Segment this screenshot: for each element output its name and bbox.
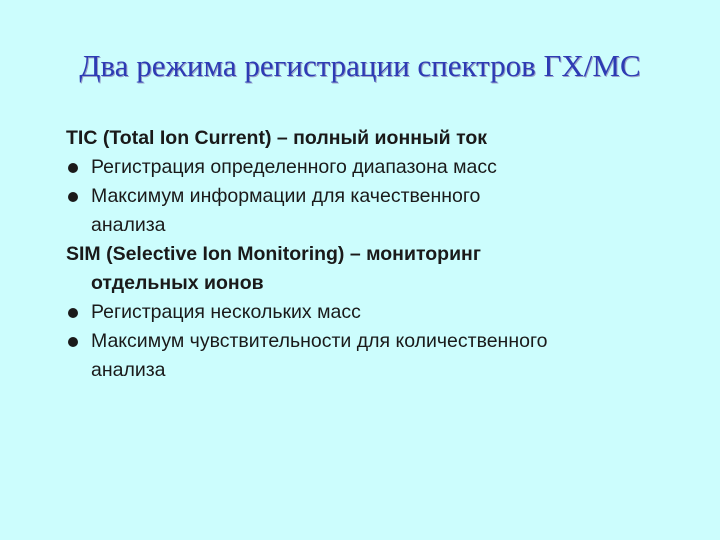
bullet-item [66,153,666,182]
bullet-text-continued: анализа [91,214,166,236]
bullet-dot-icon [68,163,78,173]
bullet-item [66,327,666,385]
bullet-item [66,182,666,240]
bullet-item [66,298,666,327]
slide-title: Два режима регистрации спектров ГХ/МС [79,48,641,83]
bullet-text: Регистрация определенного диапазона масс [91,156,497,178]
bullet-text: Максимум информации для качественного [91,185,481,207]
section-heading-tic [66,124,666,153]
section-heading-continued: отдельных ионов [91,272,264,294]
section-heading-sim [66,240,666,298]
section-heading-text: SIM (Selective Ion Monitoring) – мониторинг [66,243,481,265]
section-heading-text: TIC (Total Ion Current) – полный ионный ток [66,127,488,149]
bullet-dot-icon [68,192,78,202]
bullet-dot-icon [68,308,78,318]
bullet-text-continued: анализа [91,359,166,381]
bullet-text: Регистрация нескольких масс [91,301,361,323]
bullet-text: Максимум чувствительности для количественного [91,330,548,352]
slide-body [66,124,666,385]
bullet-dot-icon [68,337,78,347]
